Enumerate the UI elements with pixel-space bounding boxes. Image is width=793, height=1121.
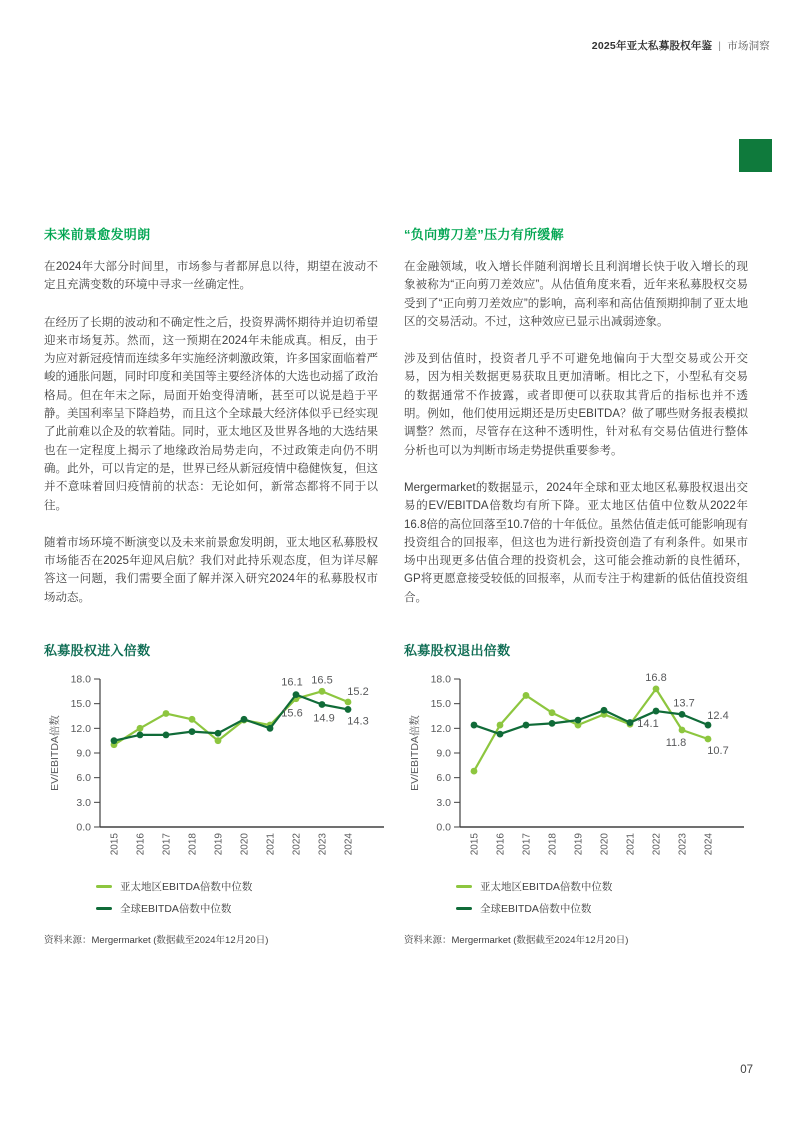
x-tick-label: 2024 bbox=[343, 833, 355, 856]
legend-label: 亚太地区EBITDA倍数中位数 bbox=[120, 881, 253, 893]
legend-label: 全球EBITDA倍数中位数 bbox=[480, 903, 592, 915]
y-tick-label: 15.0 bbox=[70, 698, 91, 711]
x-tick-label: 2017 bbox=[161, 833, 173, 856]
legend-item bbox=[456, 879, 744, 894]
data-point bbox=[601, 707, 608, 714]
data-point bbox=[189, 716, 196, 723]
left-paragraph-3: 随着市场环境不断演变以及未来前景愈发明朗，亚太地区私募股权市场能否在2025年迎风启航？我们对此持乐观态度，但为详尽解答这一问题，我们需要全面了解并深入研究2024年的私募股权市场动态。 bbox=[44, 536, 378, 604]
legend-dash-icon bbox=[96, 907, 112, 910]
chart-legend-entry bbox=[96, 879, 384, 916]
body-columns bbox=[44, 224, 748, 626]
x-tick-label: 2016 bbox=[495, 833, 507, 856]
data-point bbox=[471, 722, 478, 729]
data-point bbox=[345, 699, 352, 706]
x-tick-label: 2024 bbox=[703, 833, 715, 856]
left-section-heading: 未来前景愈发明朗 bbox=[44, 227, 151, 242]
x-tick-label: 2017 bbox=[521, 833, 533, 856]
data-point bbox=[215, 737, 222, 744]
x-tick-label: 2018 bbox=[547, 833, 559, 856]
chart-entry-multiples bbox=[44, 640, 384, 946]
x-tick-label: 2021 bbox=[265, 833, 277, 856]
left-paragraph-2: 在经历了长期的波动和不确定性之后，投资界满怀期待并迫切希望迎来市场复苏。然而，这一预期在2024年未能成真。相反，由于为应对新冠疫情而连续多年实施经济刺激政策，许多国家面临着严峻的通胀问题，同时印度和美国等主要经济体的大选也动摇了政治格局。但在年末之际，局面开始变得清晰，甚至可以说是趋于平静。美国利率呈下降趋势，而且这个全球最大经济体似乎已经实现了此前难以企及的软着陆。同时，亚太地区及世界各地的大选结果也在一定程度上揭示了地缘政治局势走向，不过政策走向仍不明确。此外，可以肯定的是，世界已经从新冠疫情中稳健恢复，但这并不意味着回归疫情前的状态：无论如何，新常态都将不同于以往。 bbox=[44, 316, 378, 512]
y-tick-label: 12.0 bbox=[430, 722, 451, 735]
data-point bbox=[267, 725, 274, 732]
legend-item bbox=[96, 901, 384, 916]
right-column bbox=[404, 224, 748, 626]
data-point bbox=[293, 691, 300, 698]
data-point bbox=[111, 737, 118, 744]
source-note-entry: 资料来源：Mergermarket (数据截至2024年12月20日) bbox=[44, 935, 269, 946]
data-point-label: 14.9 bbox=[313, 712, 335, 725]
data-point bbox=[653, 708, 660, 715]
brand-logo-square bbox=[739, 139, 772, 172]
data-point bbox=[471, 768, 478, 775]
data-point-label: 16.8 bbox=[645, 671, 667, 684]
source-note-exit: 资料来源：Mergermarket (数据截至2024年12月20日) bbox=[404, 935, 629, 946]
y-tick-label: 3.0 bbox=[76, 796, 91, 809]
x-tick-label: 2019 bbox=[213, 833, 225, 856]
legend-label: 全球EBITDA倍数中位数 bbox=[120, 903, 232, 915]
x-tick-label: 2018 bbox=[187, 833, 199, 856]
data-point bbox=[575, 717, 582, 724]
exit-multiples-line-chart bbox=[404, 669, 750, 869]
x-tick-label: 2015 bbox=[469, 833, 481, 856]
y-tick-label: 9.0 bbox=[436, 747, 451, 760]
section-name: 市场洞察 bbox=[727, 40, 770, 52]
y-tick-label: 15.0 bbox=[430, 698, 451, 711]
x-tick-label: 2022 bbox=[651, 833, 663, 856]
data-point-label: 10.7 bbox=[707, 745, 729, 758]
data-point bbox=[549, 720, 556, 727]
header-divider: | bbox=[718, 40, 722, 52]
y-axis-title: EV/EBITDA倍数 bbox=[49, 715, 61, 791]
data-point-label: 16.5 bbox=[311, 674, 333, 687]
y-tick-label: 9.0 bbox=[76, 747, 91, 760]
x-tick-label: 2019 bbox=[573, 833, 585, 856]
y-tick-label: 0.0 bbox=[436, 821, 451, 834]
data-point bbox=[705, 736, 712, 743]
page-number: 07 bbox=[740, 1064, 753, 1076]
line-chart-svg bbox=[44, 669, 390, 869]
data-point bbox=[137, 732, 144, 739]
x-tick-label: 2020 bbox=[599, 833, 611, 856]
chart-legend-exit bbox=[456, 879, 744, 916]
data-point bbox=[241, 716, 248, 723]
y-tick-label: 6.0 bbox=[436, 772, 451, 785]
x-tick-label: 2023 bbox=[677, 833, 689, 856]
data-point bbox=[319, 701, 326, 708]
data-point bbox=[345, 706, 352, 713]
right-paragraph-2: 涉及到估值时，投资者几乎不可避免地偏向于大型交易或公开交易，因为相关数据更易获取且更加清晰。相比之下，小型私有交易的数据通常不作披露，或者即便可以获取其背后的指标也并不透明。例如，他们使用远期还是历史EBITDA？做了哪些财务报表模拟调整？然而，尽管存在这种不透明性，针对私有交易估值进行整体分析也可以为判断市场走势提供重要参考。 bbox=[404, 353, 748, 457]
data-point bbox=[705, 722, 712, 729]
right-paragraph-1: 在金融领域，收入增长伴随利润增长且利润增长快于收入增长的现象被称为“正向剪刀差效应”。从估值角度来看，近年来私募股权交易受到了“正向剪刀差效应”的影响，高利率和高估值预期抑制了亚太地区的交易活动。不过，这种效应已显示出减弱迹象。 bbox=[404, 261, 748, 328]
legend-dash-icon bbox=[456, 885, 472, 888]
right-paragraph-3: Mergermarket的数据显示，2024年全球和亚太地区私募股权退出交易的EV/EBITDA倍数均有所下降。亚太地区估值中位数从2022年16.8倍的高位回落至10.7倍的十年低位。虽然估值走低可能影响现有投资组合的回报率，但这也为进行新投资创造了有利条件。如果市场中出现更多估值合理的投资机会，这可能会推动新的良性循环，GP将更愿意接受较低的回报率，从而专注于构建新的低估值投资组合。 bbox=[404, 481, 748, 604]
chart-title-entry: 私募股权进入倍数 bbox=[44, 643, 151, 658]
page-header bbox=[592, 38, 770, 53]
data-point bbox=[627, 719, 634, 726]
chart-exit-multiples bbox=[404, 640, 744, 946]
data-point-label: 14.1 bbox=[637, 718, 659, 731]
y-tick-label: 0.0 bbox=[76, 821, 91, 834]
line-chart-svg bbox=[404, 669, 750, 869]
data-point-label: 11.8 bbox=[665, 736, 687, 749]
y-axis-title: EV/EBITDA倍数 bbox=[409, 715, 421, 791]
data-point bbox=[163, 732, 170, 739]
x-tick-label: 2023 bbox=[317, 833, 329, 856]
data-point-label: 15.6 bbox=[281, 707, 303, 720]
y-tick-label: 18.0 bbox=[70, 673, 91, 686]
legend-item bbox=[456, 901, 744, 916]
report-title: 2025年亚太私募股权年鉴 bbox=[591, 40, 713, 52]
y-tick-label: 6.0 bbox=[76, 772, 91, 785]
left-paragraph-1: 在2024年大部分时间里，市场参与者都屏息以待，期望在波动不定且充满变数的环境中寻求一丝确定性。 bbox=[44, 261, 378, 292]
legend-dash-icon bbox=[96, 885, 112, 888]
data-point-label: 15.2 bbox=[347, 686, 369, 699]
x-tick-label: 2022 bbox=[291, 833, 303, 856]
data-point bbox=[319, 688, 326, 695]
x-tick-label: 2016 bbox=[135, 833, 147, 856]
legend-item bbox=[96, 879, 384, 894]
data-point-label: 13.7 bbox=[673, 697, 695, 710]
left-column bbox=[44, 224, 378, 626]
data-point bbox=[523, 722, 530, 729]
data-point bbox=[523, 692, 530, 699]
data-point-label: 16.1 bbox=[281, 676, 303, 689]
legend-label: 亚太地区EBITDA倍数中位数 bbox=[480, 881, 613, 893]
data-point bbox=[497, 722, 504, 729]
data-point bbox=[549, 709, 556, 716]
charts-row bbox=[44, 640, 744, 946]
chart-title-exit: 私募股权退出倍数 bbox=[404, 643, 511, 658]
right-section-heading: “负向剪刀差”压力有所缓解 bbox=[404, 227, 564, 242]
x-tick-label: 2015 bbox=[109, 833, 121, 856]
data-point bbox=[497, 731, 504, 738]
y-tick-label: 12.0 bbox=[70, 722, 91, 735]
y-tick-label: 3.0 bbox=[436, 796, 451, 809]
x-tick-label: 2021 bbox=[625, 833, 637, 856]
x-tick-label: 2020 bbox=[239, 833, 251, 856]
data-point-label: 12.4 bbox=[707, 710, 729, 723]
data-point bbox=[215, 730, 222, 737]
data-point bbox=[189, 728, 196, 735]
data-point-label: 14.3 bbox=[347, 715, 369, 728]
legend-dash-icon bbox=[456, 907, 472, 910]
y-tick-label: 18.0 bbox=[430, 673, 451, 686]
data-point bbox=[679, 711, 686, 718]
data-point bbox=[653, 685, 660, 692]
data-point bbox=[137, 725, 144, 732]
data-point bbox=[163, 710, 170, 717]
data-point bbox=[679, 727, 686, 734]
entry-multiples-line-chart bbox=[44, 669, 390, 869]
